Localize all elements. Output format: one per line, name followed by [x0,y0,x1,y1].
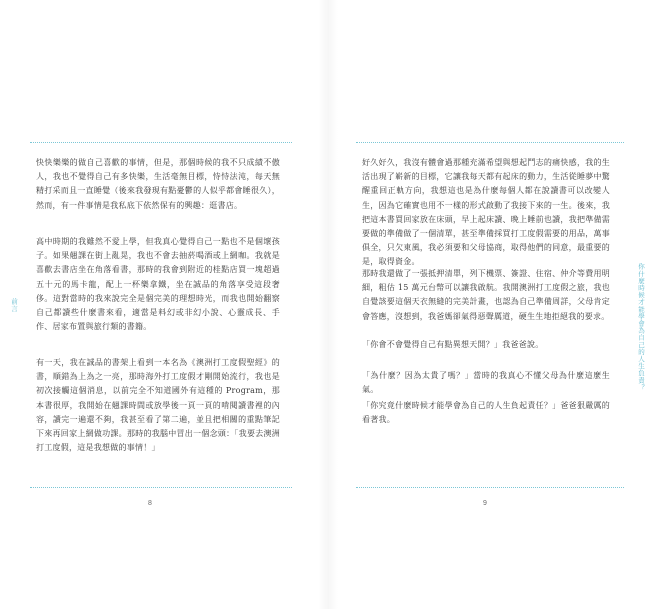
left-page-number: 8 [148,500,152,507]
right-side-label: 你什麼時候才能學會為自己的人生負責？ [637,263,645,391]
left-paragraph-1: 快快樂樂的做自己喜歡的事情，但是，那個時候的我不只成績不傲人，我也不覺得自己有多快樂，生活毫無目標，恃恃法沌，每天無精打采而且一直睡覺（後來我發現有點憂鬱的人似乎都會睡很久），然而，有一件事情是我私底下依然保有的興趣：逛書店。 [36,158,280,210]
right-page-number: 9 [483,500,487,507]
right-paragraph-5: 「你究竟什麼時候才能學會為自己的人生負起責任？」爸爸狠嚴厲的看著我。 [362,401,610,425]
right-paragraph-1: 好久好久，我沒有體會過那種充滿希望與想起鬥志的痛快感，我的生活出現了嶄新的目標，它讓我每天都有起床的動力，生活從睡夢中驚醒重回正軌方向，我想這也是為什麼每個人都在說讀書可以改變人生，因為它確實也用不一樣的形式啟動了我接下來的一生。後來，我把這本書買回家放在床頭，早上起床讀、晚上睡前也讀，我把準備需要做的準備做了一個清單，甚至準備採買打工度假需要的用品，萬事俱全，只欠東風，我必須要和父母協商，取得他們的同意，最重要的是，取得資金。 [362,158,610,267]
left-paragraph-3: 有一天，我在誠品的書架上看到一本名為《澳洲打工度假聖經》的書，順錯為上為之一亮，那時海外打工度假才剛開始流行，我也是初次接觸這個消息，以前完全不知道國外有這種的 Program，那本書很厚，我開始在翹課時間或放學後一頁一頁的啃閱讀書裡的內容，讀完一遍還不夠，我甚至看了第二遍，並且把相關的重點筆記下來再回家上網做功課。那時的我腦中冒出一個念頭：「我要去澳洲打工度假，這是我想做的事情！」 [36,358,280,453]
right-paragraph-2: 那時我還做了一張抵押清單，列下機票、簽證、住宿、仲介等費用明細，粗估 15 萬元台幣可以讓我啟航。我開澳洲打工度假之旅，我也自覺該要這個天衣無縫的完美計畫，也認為自己準備周詳，父母肯定會答應，沒想到，我爸媽卻氣得惡聲厲道，硬生生地拒絕我的要求。 [362,269,610,321]
right-paragraph-3: 「你會不會覺得自己有點異想天開？」我爸爸說。 [362,340,544,349]
gutter-shadow [318,0,338,609]
right-page [362,0,632,609]
left-page [30,0,300,609]
left-paragraph-2: 高中時期的我雖然不愛上學，但我真心覺得自己一點也不是個壞孩子。如果翹課在街上亂晃，我也不會去抽菸喝酒或上網咖。我就是喜歡去書店坐在角落看書，那時的我會到附近的桂點店買一塊超過五十元的馬卡龍，配上一杯樂拿鐵，坐在誠品的角落享受這段奢侈。這對當時的我來說完全是個完美的理想時光，而我也開始翻察自己都讀些什麼書來看，適當是料幻或非幻小說、心靈成長、手作、居家布置與旅行類的書籍。 [36,237,280,332]
right-paragraph-4: 「為什麼？因為太貴了嗎？」當時的我真心不懂父母為什麼這麼生氣。 [362,371,610,395]
left-side-label: 前言 [10,298,18,313]
